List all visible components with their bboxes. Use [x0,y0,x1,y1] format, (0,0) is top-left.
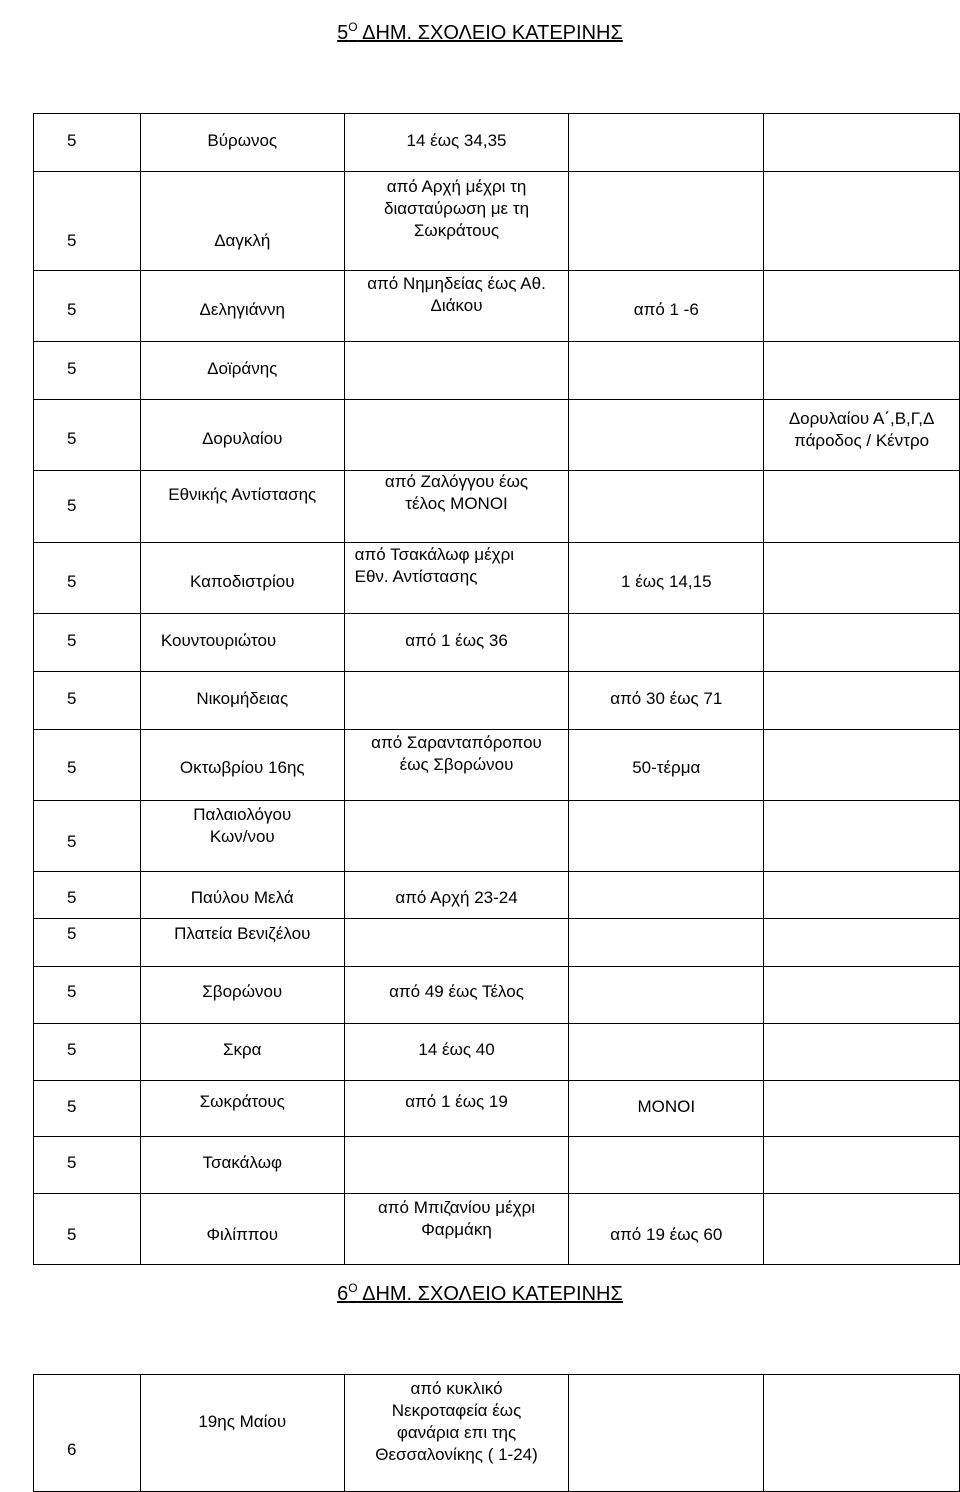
cell-street [140,271,344,342]
street-name [141,1091,344,1113]
text-line: από Τσακάλωφ μέχρι [354,545,515,564]
cell-col4 [569,1194,764,1265]
school-number [67,1439,76,1461]
range-text [569,1224,763,1246]
cell-col4 [569,967,764,1024]
range-text [569,1096,763,1118]
cell-col4 [569,919,764,967]
cell-col3 [344,872,569,919]
range-text [345,732,569,776]
text-line: από 1 έως 19 [405,1092,508,1111]
table-row [34,1081,960,1137]
cell-street [140,919,344,967]
text-line: 5 [67,496,77,515]
cell-col3 [344,1375,569,1492]
text-line: Δορυλαίου Α΄,Β,Γ,Δ [788,409,935,428]
school-number [67,230,76,252]
street-name [141,230,344,252]
cell-school [34,342,141,400]
text-line: 5 [67,832,77,851]
school-6-heading [0,1281,960,1306]
range-text [345,273,569,317]
range-text [345,176,569,242]
cell-street [140,1081,344,1137]
cell-col4 [569,114,764,172]
range-text [569,757,763,779]
cell-col5 [764,1375,960,1492]
cell-col4 [569,872,764,919]
text-line: Κουντουριώτου [160,631,277,650]
range-text [345,130,569,152]
text-line: από Αρχή 23-24 [395,888,518,907]
school-number [67,757,76,779]
text-line: Θεσσαλονίκης ( 1-24) [375,1445,538,1464]
cell-col5 [764,801,960,872]
cell-school [34,543,141,614]
text-line: ΜΟΝΟΙ [637,1097,696,1116]
text-line: 5 [67,1040,77,1059]
street-name [141,1224,344,1246]
text-line: 1 έως 14,15 [621,572,712,591]
text-line: Οκτωβρίου 16ης [179,758,305,777]
text-line: Εθν. Αντίστασης [354,567,478,586]
school-number [67,571,76,593]
cell-col5 [764,672,960,730]
street-name [141,757,344,779]
cell-street [140,400,344,471]
table-row [34,801,960,872]
text-line: από Αρχή μέχρι τη [386,177,527,196]
text-line: Δεληγιάννη [199,300,285,319]
ordinal-superscript: Ο [348,1281,358,1295]
street-name [141,1411,344,1433]
table-row [34,271,960,342]
table-row [34,919,960,967]
cell-street [140,1024,344,1081]
cell-col3 [344,1081,569,1137]
street-name [161,630,276,652]
school-number [67,887,76,909]
cell-col4 [569,342,764,400]
cell-street [140,172,344,271]
range-text [355,544,514,588]
street-name [141,1152,344,1174]
text-line: Φιλίππου [206,1225,279,1244]
school-number [67,495,76,517]
text-line: 5 [67,631,77,650]
school-number [67,130,76,152]
range-text [345,1039,569,1061]
cell-col5 [764,271,960,342]
cell-col3 [344,672,569,730]
text-line: 5 [67,758,77,777]
table-row [34,1194,960,1265]
school-number: 5 [337,22,349,44]
text-line: Καποδιστρίου [189,572,295,591]
cell-school [34,1024,141,1081]
cell-street [140,1194,344,1265]
range-text [345,630,569,652]
cell-col4 [569,172,764,271]
text-line: τέλος ΜΟΝΟΙ [405,494,508,513]
text-line: από Ζαλόγγου έως [384,472,529,491]
school-number: 6 [337,1283,349,1305]
text-line: διασταύρωση με τη [383,199,530,218]
text-line: Νικομήδειας [196,689,289,708]
text-line: Παύλου Μελά [190,888,294,907]
cell-school [34,872,141,919]
cell-col4 [569,1137,764,1194]
text-line: Δαγκλή [214,231,271,250]
cell-col4 [569,730,764,801]
cell-school [34,1137,141,1194]
table-row [34,614,960,672]
text-line: φανάρια επι της [396,1423,517,1442]
street-name [141,571,344,593]
text-line: 5 [67,1097,77,1116]
school-number [67,831,76,853]
school-5-table [33,113,960,1265]
text-line: Σκρα [223,1040,262,1059]
cell-school [34,1375,141,1492]
school-title: ΔΗΜ. ΣΧΟΛΕΙΟ ΚΑΤΕΡΙΝΗΣ [357,22,623,44]
table-row [34,172,960,271]
street-name [141,981,344,1003]
street-name [141,1039,344,1061]
school-title: ΔΗΜ. ΣΧΟΛΕΙΟ ΚΑΤΕΡΙΝΗΣ [357,1283,623,1305]
cell-school [34,400,141,471]
text-line: 14 έως 34,35 [406,131,507,150]
cell-col3 [344,342,569,400]
range-text [345,1197,569,1241]
school-number [67,1152,76,1174]
table-row [34,400,960,471]
cell-col3 [344,114,569,172]
text-line: Σωκράτους [413,221,500,240]
cell-col3 [344,1024,569,1081]
range-text [345,981,569,1003]
cell-col5 [764,114,960,172]
table-row [34,1024,960,1081]
text-line: πάροδος / Κέντρο [794,431,930,450]
cell-col4 [569,614,764,672]
cell-street [140,471,344,543]
table-row [34,730,960,801]
text-line: 5 [67,231,77,250]
cell-col5 [764,919,960,967]
text-line: Παλαιολόγου [193,805,292,824]
cell-col3 [344,400,569,471]
text-line: από Νημηδείας έως Αθ. [367,274,546,293]
range-text [345,1091,569,1113]
street-name [141,804,344,848]
cell-col4 [569,1375,764,1492]
cell-street [140,614,344,672]
range-text [764,408,959,452]
cell-col4 [569,271,764,342]
cell-school [34,967,141,1024]
cell-col4 [569,400,764,471]
cell-col5 [764,730,960,801]
range-text [345,887,569,909]
cell-col4 [569,543,764,614]
text-line: Εθνικής Αντίστασης [168,485,317,504]
cell-school [34,114,141,172]
text-line: Σβορώνου [202,982,283,1001]
cell-col5 [764,342,960,400]
cell-col3 [344,471,569,543]
range-text [345,1378,569,1466]
school-5-heading [0,20,960,45]
text-line: 5 [67,689,77,708]
street-name [141,358,344,380]
street-name [141,688,344,710]
school-number [67,981,76,1003]
text-line: Πλατεία Βενιζέλου [174,924,311,943]
range-text [569,688,763,710]
text-line: 6 [67,1440,77,1459]
cell-school [34,614,141,672]
cell-school [34,1081,141,1137]
range-text [569,571,763,593]
cell-school [34,919,141,967]
cell-col5 [764,1194,960,1265]
cell-school [34,672,141,730]
cell-col3 [344,1137,569,1194]
school-number [67,428,76,450]
cell-col3 [344,543,569,614]
table-row [34,471,960,543]
text-line: Τσακάλωφ [202,1153,282,1172]
cell-col3 [344,1194,569,1265]
cell-col3 [344,967,569,1024]
text-line: 19ης Μαίου [198,1412,287,1431]
school-6-table [33,1374,960,1492]
cell-school [34,1194,141,1265]
cell-street [140,801,344,872]
text-line: Δοϊράνης [207,359,278,378]
cell-col5 [764,872,960,919]
cell-col5 [764,1137,960,1194]
text-line: Διάκου [430,296,483,315]
text-line: από Σαρανταπόροπου [371,733,542,752]
school-number [67,923,76,945]
cell-col3 [344,730,569,801]
cell-street [140,114,344,172]
table-row [34,872,960,919]
table-row [34,1137,960,1194]
cell-col5 [764,543,960,614]
text-line: Φαρμάκη [421,1220,492,1239]
school-number [67,358,76,380]
text-line: 5 [67,131,77,150]
text-line: από Μπιζανίου μέχρι [377,1198,536,1217]
school-number [67,1096,76,1118]
cell-col4 [569,1081,764,1137]
cell-col3 [344,271,569,342]
street-name [141,299,344,321]
street-name [141,484,344,506]
table-row [34,543,960,614]
cell-col5 [764,967,960,1024]
text-line: 5 [67,982,77,1001]
street-name [141,923,344,945]
street-name [141,887,344,909]
cell-street [140,1137,344,1194]
text-line: Νεκροταφεία έως [391,1401,522,1420]
cell-col4 [569,471,764,543]
table-row [34,1375,960,1492]
school-number [67,299,76,321]
text-line: 14 έως 40 [418,1040,495,1059]
cell-street [140,967,344,1024]
cell-col5 [764,1024,960,1081]
school-number [67,688,76,710]
cell-col3 [344,614,569,672]
cell-street [140,672,344,730]
cell-col5 [764,471,960,543]
text-line: Δορυλαίου [202,429,283,448]
text-line: από 1 έως 36 [405,631,508,650]
cell-street [140,1375,344,1492]
ordinal-superscript: Ο [348,20,358,34]
text-line: 5 [67,1225,77,1244]
street-name [141,428,344,450]
text-line: από 19 έως 60 [610,1225,723,1244]
text-line: 5 [67,1153,77,1172]
text-line: 50-τέρμα [632,758,701,777]
cell-street [140,342,344,400]
street-name [141,130,344,152]
text-line: 5 [67,888,77,907]
text-line: έως Σβορώνου [399,755,514,774]
school-number [67,1039,76,1061]
cell-street [140,872,344,919]
table-row [34,967,960,1024]
cell-col5 [764,400,960,471]
cell-street [140,543,344,614]
cell-col5 [764,614,960,672]
cell-school [34,271,141,342]
text-line: 5 [67,300,77,319]
text-line: Βύρωνος [207,131,278,150]
cell-school [34,471,141,543]
cell-col3 [344,919,569,967]
cell-col3 [344,801,569,872]
cell-col5 [764,172,960,271]
cell-col4 [569,1024,764,1081]
range-text [345,471,569,515]
cell-col3 [344,172,569,271]
table-row [34,114,960,172]
cell-school [34,730,141,801]
cell-school [34,801,141,872]
cell-col4 [569,672,764,730]
cell-col4 [569,801,764,872]
cell-street [140,730,344,801]
text-line: 5 [67,572,77,591]
text-line: από 1 -6 [633,300,699,319]
school-number [67,630,76,652]
text-line: 5 [67,359,77,378]
cell-col5 [764,1081,960,1137]
text-line: από κυκλικό [410,1379,503,1398]
text-line: 5 [67,429,77,448]
text-line: Κων/νου [209,827,275,846]
table-row [34,672,960,730]
text-line: από 49 έως Τέλος [389,982,524,1001]
text-line: Σωκράτους [199,1092,285,1111]
cell-school [34,172,141,271]
range-text [569,299,763,321]
table-row [34,342,960,400]
text-line: από 30 έως 71 [610,689,723,708]
school-number [67,1224,76,1246]
text-line: 5 [67,924,77,943]
